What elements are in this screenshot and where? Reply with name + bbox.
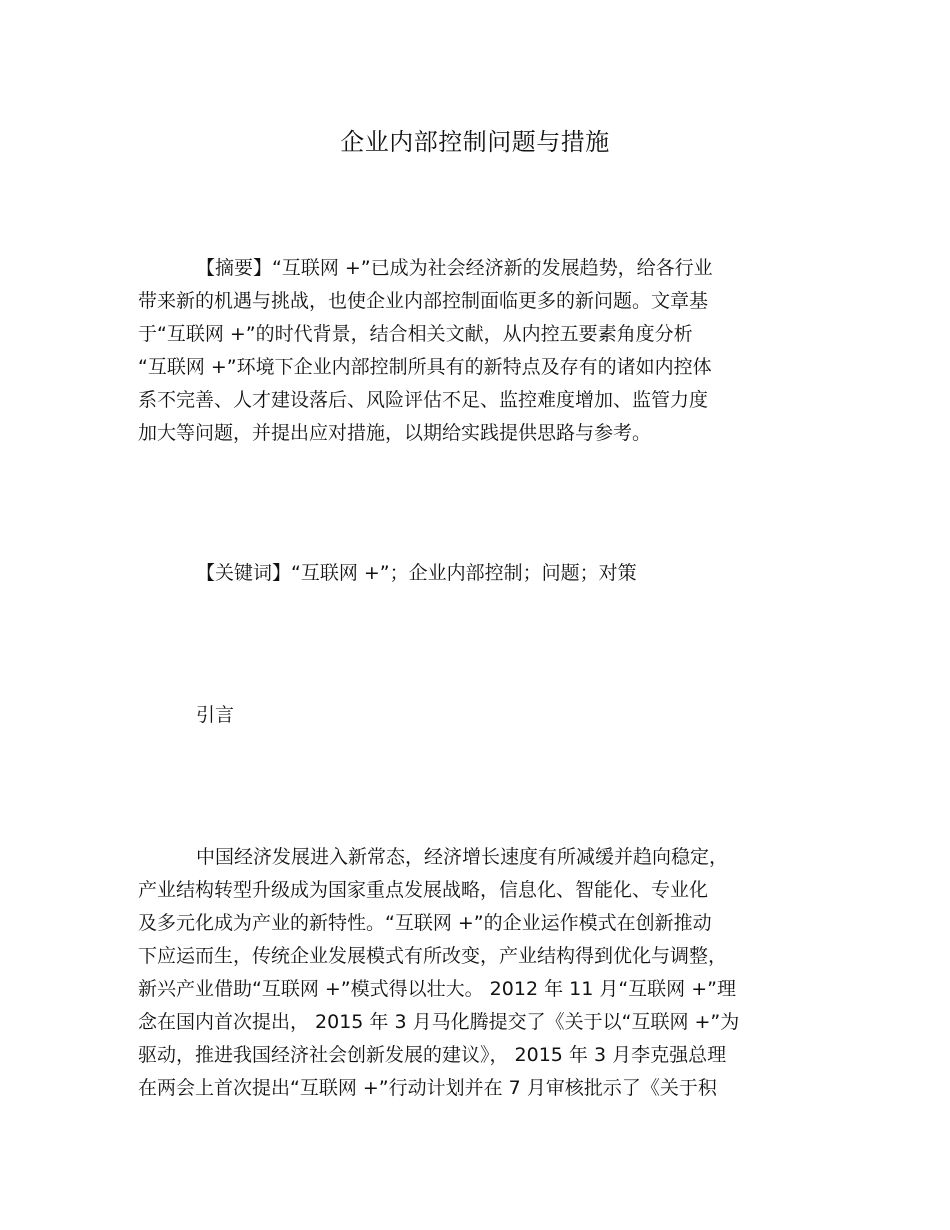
- abstract-line: 带来新的机遇与挑战，也使企业内部控制面临更多的新问题。文章基: [138, 290, 709, 312]
- body-line: 及多元化成为产业的新特性。“互联网 +”的企业运作模式在创新推动: [138, 912, 712, 934]
- section-heading-introduction: [138, 699, 818, 732]
- section-heading-text: 引言: [196, 704, 235, 726]
- body-line: 中国经济发展进入新常态，经济增长速度有所减缓并趋向稳定，: [196, 846, 729, 868]
- abstract-line: 【摘要】“互联网 +”已成为社会经济新的发展趋势，给各行业: [196, 257, 713, 279]
- keywords-paragraph: [138, 557, 818, 590]
- keywords-line: 【关键词】“互联网 +”；企业内部控制；问题；对策: [196, 562, 637, 584]
- body-line: 产业结构转型升级成为国家重点发展战略，信息化、智能化、专业化: [138, 879, 709, 901]
- abstract-line: 于“互联网 +”的时代背景，结合相关文献，从内控五要素角度分析: [138, 323, 693, 345]
- body-line: 驱动，推进我国经济社会创新发展的建议》， 2015 年 3 月李克强总理: [138, 1044, 727, 1066]
- body-line: 新兴产业借助“互联网 +”模式得以壮大。 2012 年 11 月“互联网 +”理: [138, 978, 736, 1000]
- body-line: 念在国内首次提出， 2015 年 3 月马化腾提交了《关于以“互联网 +”为: [138, 1011, 740, 1033]
- body-paragraph: [138, 841, 818, 1105]
- abstract-line: 系不完善、人才建设落后、风险评估不足、监控难度增加、监管力度: [138, 389, 709, 411]
- abstract-paragraph: [138, 252, 818, 450]
- body-line: 在两会上首次提出“互联网 +”行动计划并在 7 月审核批示了《关于积: [138, 1077, 717, 1099]
- body-line: 下应运而生，传统企业发展模式有所改变，产业结构得到优化与调整，: [138, 945, 728, 967]
- abstract-line: 加大等问题，并提出应对措施，以期给实践提供思路与参考。: [138, 422, 652, 444]
- abstract-line: “互联网 +”环境下企业内部控制所具有的新特点及存有的诸如内控体: [138, 356, 712, 378]
- document-title: 企业内部控制问题与措施: [340, 128, 610, 156]
